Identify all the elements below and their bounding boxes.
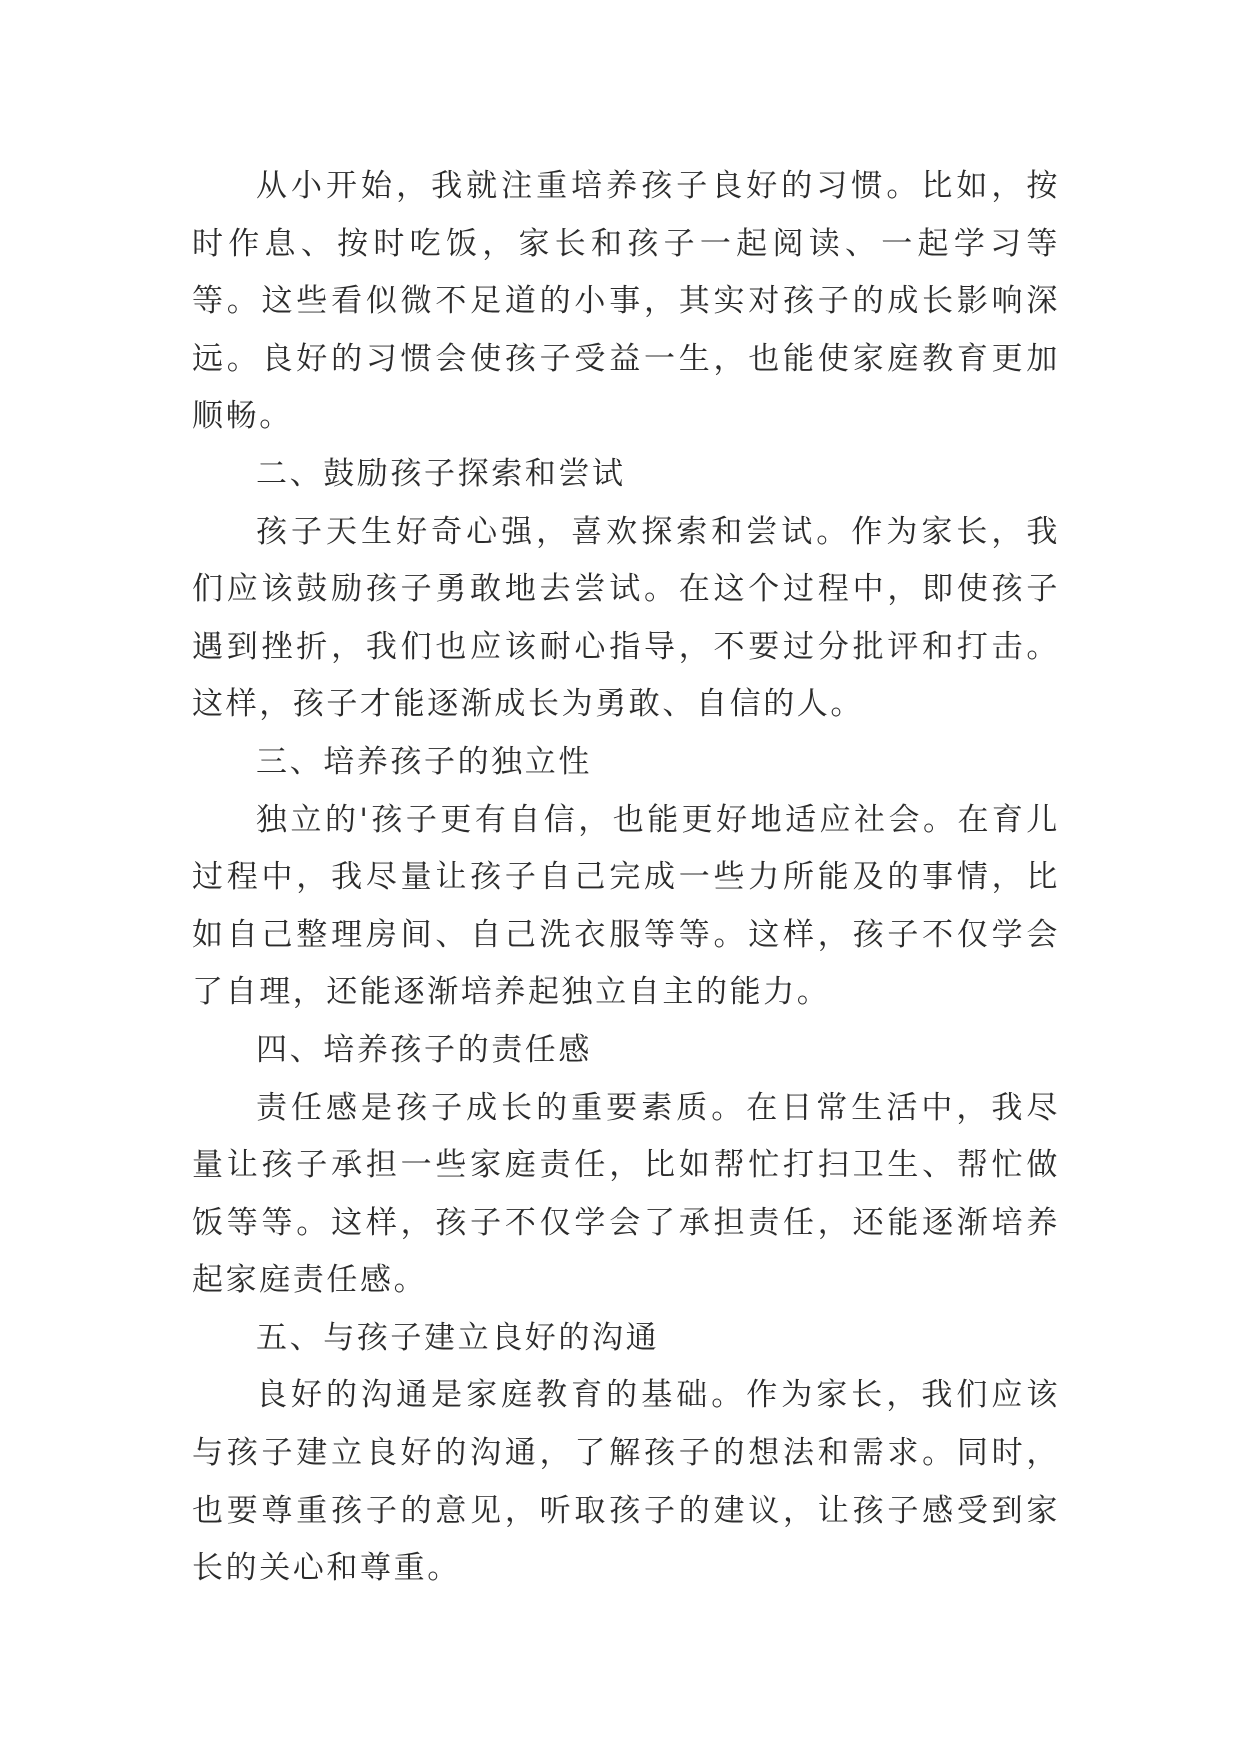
section-heading-5: 五、与孩子建立良好的沟通 bbox=[256, 1319, 660, 1356]
section-heading-4: 四、培养孩子的责任感 bbox=[256, 1031, 592, 1068]
section-heading-3: 三、培养孩子的独立性 bbox=[256, 743, 592, 780]
section-heading-2: 二、鼓励孩子探索和尝试 bbox=[256, 455, 626, 492]
paragraph-habits: 从小开始，我就注重培养孩子良好的习惯。比如，按时作息、按时吃饭，家长和孩子一起阅读、一起学习等等。这些看似微不足道的小事，其实对孩子的成长影响深远。良好的习惯会使孩子受益一生，也能使家庭教育更加顺畅。 bbox=[192, 168, 1060, 435]
paragraph-independence: 独立的'孩子更有自信，也能更好地适应社会。在育儿过程中，我尽量让孩子自己完成一些力所能及的事情，比如自己整理房间、自己洗衣服等等。这样，孩子不仅学会了自理，还能逐渐培养起独立自主的能力。 bbox=[192, 801, 1060, 1011]
paragraph-responsibility: 责任感是孩子成长的重要素质。在日常生活中，我尽量让孩子承担一些家庭责任，比如帮忙打扫卫生、帮忙做饭等等。这样，孩子不仅学会了承担责任，还能逐渐培养起家庭责任感。 bbox=[192, 1089, 1060, 1299]
paragraph-explore: 孩子天生好奇心强，喜欢探索和尝试。作为家长，我们应该鼓励孩子勇敢地去尝试。在这个过程中，即使孩子遇到挫折，我们也应该耐心指导，不要过分批评和打击。这样，孩子才能逐渐成长为勇敢、自信的人。 bbox=[192, 513, 1060, 723]
paragraph-communication: 良好的沟通是家庭教育的基础。作为家长，我们应该与孩子建立良好的沟通，了解孩子的想法和需求。同时，也要尊重孩子的意见，听取孩子的建议，让孩子感受到家长的关心和尊重。 bbox=[192, 1377, 1060, 1587]
document-body bbox=[192, 158, 1060, 1598]
